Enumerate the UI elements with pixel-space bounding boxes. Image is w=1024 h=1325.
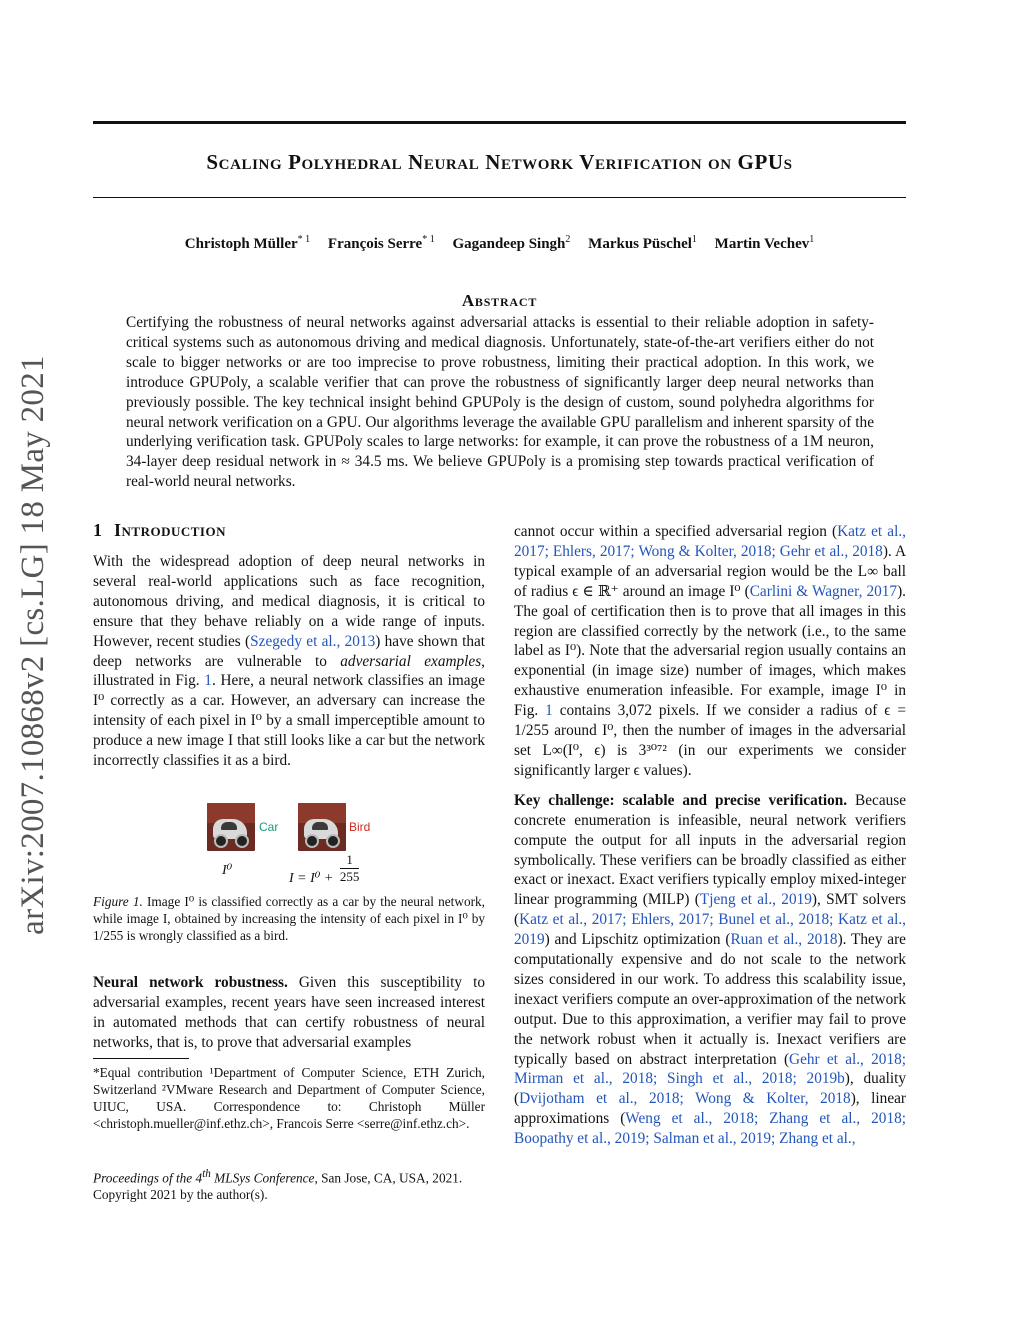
citation-link[interactable]: Katz et al., 2017; Ehlers, 2017; Wong & Kolter, 2018; Gehr et al., 2018 [514,523,906,560]
citation-link[interactable]: Dvijotham et al., 2018; Wong & Kolter, 2018 [519,1090,851,1108]
citation-link[interactable]: Szegedy et al., 2013 [250,632,376,650]
figure-image-bird [298,803,346,851]
figure-label-bird: Bird [349,820,371,834]
figure-sub-right: I = I⁰ + $\frac{1}{255}$ [289,852,360,886]
figure-label-car: Car [259,820,279,834]
citation-link[interactable]: Weng et al., 2018; Zhang et al., 2018; Boopathy et al., 2019; Salman et al., 2019; Zhang et al., [514,1110,906,1148]
author-list [93,234,906,253]
author: Markus Püschel$^1$ [588,234,697,252]
paper-title: Scaling Polyhedral Neural Network Verification on GPUs [206,150,793,174]
citation-link[interactable]: Tjeng et al., 2019 [699,891,812,909]
key-challenge-paragraph: Key challenge: scalable and precise verification. Because concrete enumeration is infeasible, neural network verifiers compute the output for all inputs in the adversarial region symbolically. These verifiers can be broadly classified as either exact or inexact. Exact verifiers typically employ mixed-integer linear programming (MILP) (Tjeng et al., 2019), SMT solvers (Katz et al., 2017; Ehlers, 2017; Bunel et al., 2018; Katz et al., 2019) and Lipschitz optimization (Ruan et al., 2018). They are computationally expensive and do not scale to the network sizes considered in our work. To address this scalability issue, inexact verifiers compute an over-approximation of the network output. Due to this approximation, a verifier may fail to prove the network robust when it actually is. Inexact verifiers are typically based on abstract interpretation (Gehr et al., 2018; Mirman et al., 2018; Singh et al., 2018; 2019b), duality (Dvijotham et al., 2018; Wong & Kolter, 2018), linear approximations (Weng et al., 2018; Zhang et al., 2018; Boopathy et al., 2019; Salman et al., 2019; Zhang et al., [514,791,907,1148]
title-top-rule [93,121,906,124]
figure-image-car [207,803,255,851]
author: Christoph Müller$^{* 1}$ [184,234,311,252]
figure-caption: Figure 1. Image I⁰ is classified correctly as a car by the neural network, while image I, obtained by increasing the intensity of each pixel in I⁰ by 1/255 is wrongly classified as a bird. [93,894,485,943]
proceedings-note: Proceedings of the 4th MLSys Conference, San Jose, CA, USA, 2021. Copyright 2021 by the author(s). [93,1168,463,1203]
abstract-heading: Abstract [461,291,538,310]
author: Gagandeep Singh$^2$ [452,234,571,252]
arxiv-side-label: arXiv:2007.10868v2 [cs.LG] 18 May 2021 [15,355,51,935]
citation-link[interactable]: Gehr et al., 2018; Mirman et al., 2018; Singh et al., 2018; 2019b [514,1050,906,1088]
section-heading: 1 Introduction [93,520,226,540]
citation-link[interactable]: Carlini & Wagner, 2017 [749,582,898,600]
adversarial-region-paragraph: cannot occur within a specified adversarial region (Katz et al., 2017; Ehlers, 2017; Wong & Kolter, 2018; Gehr et al., 2018). A typical example of an adversarial region would be the L∞ ball of radius ϵ ∈ ℝ⁺ around an image I⁰ (Carlini & Wagner, 2017). The goal of certification then is to prove that all images in this region are classified correctly by the network (i.e., to the same label as I⁰). Note that the adversarial region usually contains an exponential (in image size) number of images, which makes exhaustive enumeration infeasible. For example, image I⁰ in Fig. 1 contains 3,072 pixels. If we consider a radius of ϵ = 1/255 around I⁰, then the number of images in the adversarial set L∞(I⁰, ϵ) is 3³⁰⁷² (in our experiments we consider significantly larger ϵ values). [514,523,907,779]
footnote-text: *Equal contribution ¹Department of Computer Science, ETH Zurich, Switzerland ²VMware Research and Department of Computer Science, UIUC, USA. Correspondence to: Christoph Müller <christoph.mueller@inf.ethz.ch>, Francois Serre <serre@inf.ethz.ch>. [93,1065,485,1131]
robustness-paragraph: Neural network robustness. Given this susceptibility to adversarial examples, recent years have seen increased interest in automated methods that can certify robustness of neural networks, that is, to prove that adversarial examples [93,974,485,1051]
author: Martin Vechev$^1$ [714,234,815,252]
figure-sub-left: I⁰ [222,863,233,878]
figure-ref-link[interactable]: 1 [204,672,212,690]
citation-link[interactable]: Katz et al., 2017; Ehlers, 2017; Bunel et al., 2018; Katz et al., 2019 [514,911,906,949]
citation-link[interactable]: Ruan et al., 2018 [730,931,838,949]
footnote-rule [93,1058,189,1059]
abstract-text: Certifying the robustness of neural networks against adversarial attacks is essential to their reliable adoption in safety-critical systems such as autonomous driving and medical diagnosis. Unfortunately, state-of-the-art verifiers either do not scale to bigger networks or are too imprecise to prove robustness, limiting their practical adoption. In this work, we introduce GPUPoly, a scalable verifier that can prove the robustness of significantly larger deep neural networks than previously possible. The key technical insight behind GPUPoly is the design of custom, sound polyhedra algorithms for neural network verification on a GPU. Our algorithms leverage the available GPU parallelism and inherent sparsity of the underlying verification task. GPUPoly scales to large networks: for example, it can prove the robustness of a 1M neuron, 34-layer deep residual network in ≈ 34.5 ms. We believe GPUPoly is a promising step towards practical verification of real-world neural networks. [126,314,874,491]
right-column [514,522,906,1149]
author: François Serre$^{* 1}$ [327,234,435,252]
figure-ref-link[interactable]: 1 [545,702,553,720]
intro-paragraph: With the widespread adoption of deep neural networks in several real-world applications such as face recognition, autonomous driving, and medical diagnosis, it is critical to ensure that they behave reliably on a wide range of inputs. However, recent studies (Szegedy et al., 2013) have shown that deep networks are vulnerable to adversarial examples, illustrated in Fig. 1. Here, a neural network classifies an image I⁰ correctly as a car. However, an adversary can increase the intensity of each pixel in I⁰ by a small imperceptible amount to produce a new image I that still looks like a car but the network incorrectly classifies it as a bird. [93,553,486,770]
title-bottom-rule [93,197,906,198]
